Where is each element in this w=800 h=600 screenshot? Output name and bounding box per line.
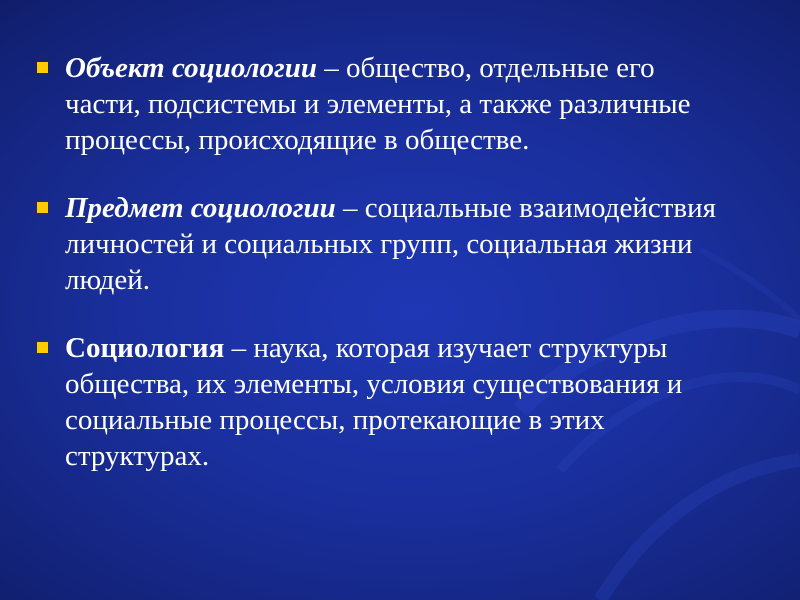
bullet-item-subject: [36, 190, 736, 298]
bullet-definition: – социальные взаимодействия личностей и социальных групп, социальная жизни людей.: [65, 192, 716, 296]
bullet-term: Объект социологии: [65, 52, 317, 84]
bullet-list: [36, 50, 736, 506]
bullet-item-object: [36, 50, 736, 158]
bullet-definition: – наука, которая изучает структуры общества, их элементы, условия существования и социальные процессы, протекающие в этих структурах.: [65, 332, 683, 472]
bullet-square-icon: [37, 62, 48, 73]
bullet-definition: – общество, отдельные его части, подсистемы и элементы, а также различные процессы, происходящие в обществе.: [65, 52, 691, 156]
bullet-item-sociology: [36, 330, 736, 474]
bullet-term: Социология: [65, 332, 225, 364]
bullet-term: Предмет социологии: [65, 192, 336, 224]
bullet-square-icon: [37, 202, 48, 213]
bullet-square-icon: [37, 342, 48, 353]
